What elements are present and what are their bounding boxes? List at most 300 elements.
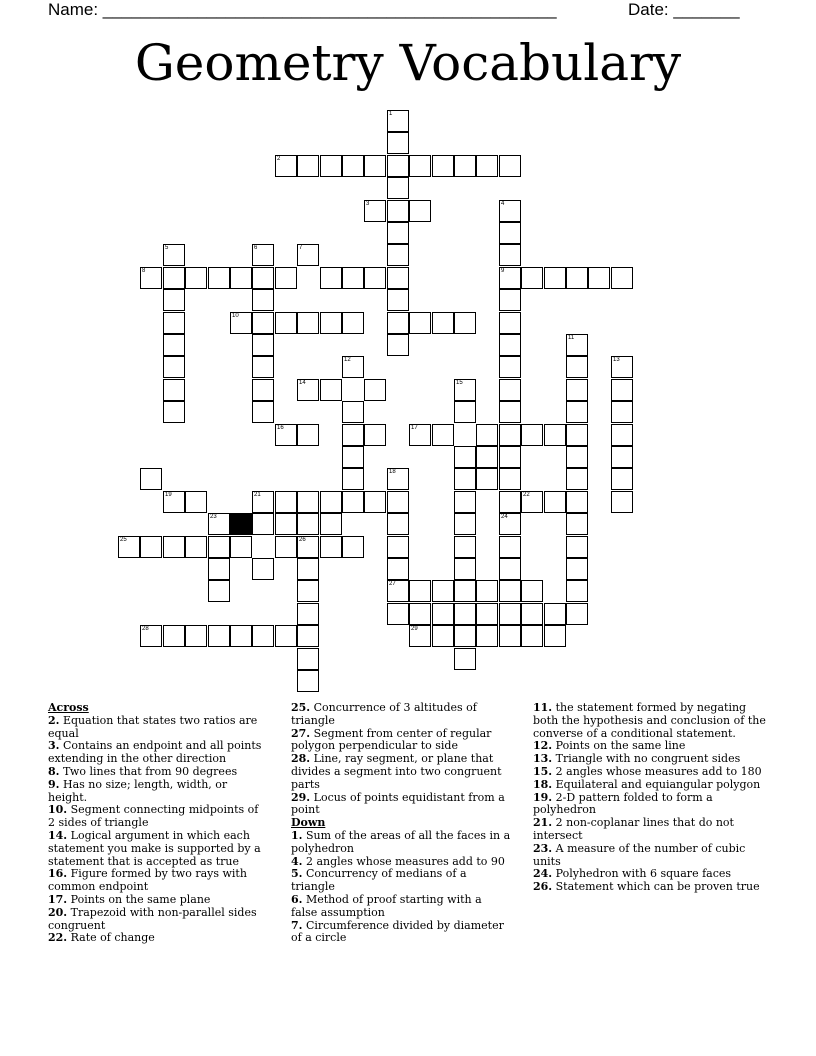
crossword-cell[interactable] (364, 155, 386, 177)
crossword-cell[interactable] (476, 155, 498, 177)
clue-number-label: 7. (291, 918, 303, 932)
clue-text: 2 angles whose measures add to 180 (552, 764, 762, 778)
crossword-cell[interactable] (230, 536, 252, 558)
crossword-cell[interactable] (320, 379, 342, 401)
crossword-cell[interactable] (185, 267, 207, 289)
clue (48, 715, 266, 741)
crossword-cell[interactable] (342, 356, 364, 378)
crossword-cell[interactable] (566, 446, 588, 468)
clue-heading: Down (291, 816, 326, 830)
clue-number-label: 16. (48, 867, 68, 881)
crossword-cell[interactable] (566, 379, 588, 401)
crossword-cell[interactable] (387, 513, 409, 535)
clue-text: A measure of the number of cubic units (533, 841, 746, 868)
crossword-cell[interactable] (454, 401, 476, 423)
crossword-cell[interactable] (499, 580, 521, 602)
crossword-cell[interactable] (297, 424, 319, 446)
crossword-cell[interactable] (566, 267, 588, 289)
clue-text: Locus of points equidistant from a point (291, 790, 505, 817)
crossword-cell[interactable] (409, 424, 431, 446)
crossword-cell[interactable] (544, 625, 566, 647)
crossword-cell[interactable] (409, 312, 431, 334)
crossword-cell[interactable] (499, 244, 521, 266)
crossword-cell[interactable] (320, 536, 342, 558)
clue-text: Segment connecting midpoints of 2 sides of triangle (48, 803, 259, 830)
crossword-cell[interactable] (499, 446, 521, 468)
clue-number: 7 (299, 245, 303, 251)
crossword-cell[interactable] (387, 110, 409, 132)
crossword-cell[interactable] (320, 491, 342, 513)
clue (48, 907, 266, 933)
crossword-cell[interactable] (387, 155, 409, 177)
crossword-cell[interactable] (499, 379, 521, 401)
crossword-cell[interactable] (252, 558, 274, 580)
clue-number-label: 1. (291, 828, 303, 842)
crossword-cell[interactable] (320, 155, 342, 177)
crossword-cell[interactable] (163, 267, 185, 289)
crossword-cell[interactable] (163, 536, 185, 558)
crossword-cell[interactable] (566, 424, 588, 446)
crossword-cell[interactable] (499, 356, 521, 378)
crossword-cell[interactable] (163, 491, 185, 513)
crossword-cell[interactable] (566, 491, 588, 513)
clue-text: 2-D pattern folded to form a polyhedron (533, 790, 713, 817)
crossword-cell[interactable] (208, 558, 230, 580)
crossword-cell[interactable] (252, 379, 274, 401)
crossword-cell[interactable] (342, 424, 364, 446)
crossword-cell[interactable] (409, 155, 431, 177)
clue-number: 21 (254, 492, 261, 498)
clue-number: 13 (613, 357, 620, 363)
clue-number: 1 (389, 111, 393, 117)
crossword-cell[interactable] (275, 267, 297, 289)
crossword-cell[interactable] (409, 625, 431, 647)
crossword-cell[interactable] (454, 648, 476, 670)
clue-number-label: 17. (48, 892, 68, 906)
crossword-cell[interactable] (499, 513, 521, 535)
clue-number: 25 (120, 537, 127, 543)
crossword-cell[interactable] (566, 468, 588, 490)
clue (291, 702, 511, 728)
crossword-cell[interactable] (163, 334, 185, 356)
clue-number: 24 (501, 514, 508, 520)
crossword-cell[interactable] (409, 580, 431, 602)
crossword-cell[interactable] (163, 312, 185, 334)
crossword-cell[interactable] (140, 468, 162, 490)
clues-column-1 (48, 702, 266, 945)
clue-number-label: 3. (48, 739, 60, 753)
clue-number-label: 28. (291, 752, 311, 766)
crossword-cell[interactable] (297, 625, 319, 647)
crossword-cell[interactable] (476, 446, 498, 468)
crossword-cell[interactable] (476, 424, 498, 446)
crossword-cell[interactable] (476, 625, 498, 647)
crossword-cell[interactable] (521, 267, 543, 289)
crossword-cell[interactable] (611, 379, 633, 401)
crossword-cell[interactable] (387, 536, 409, 558)
clue-text: Has no size; length, width, or height. (48, 777, 228, 804)
crossword-cell[interactable] (364, 379, 386, 401)
clue-number-label: 2. (48, 713, 60, 727)
crossword-cell[interactable] (499, 155, 521, 177)
crossword-cell[interactable] (611, 401, 633, 423)
crossword-cell[interactable] (454, 155, 476, 177)
clue (48, 779, 266, 805)
crossword-cell[interactable] (454, 491, 476, 513)
clue-number-label: 4. (291, 854, 303, 868)
crossword-cell[interactable] (499, 401, 521, 423)
crossword-cell[interactable] (499, 491, 521, 513)
clue (48, 830, 266, 868)
crossword-cell[interactable] (252, 401, 274, 423)
crossword-cell[interactable] (387, 200, 409, 222)
clue (533, 792, 769, 818)
clue-text: Concurrence of 3 altitudes of triangle (291, 701, 477, 727)
clue-number: 12 (344, 357, 351, 363)
clue-text: Polyhedron with 6 square faces (552, 867, 732, 881)
crossword-cell[interactable] (454, 312, 476, 334)
crossword-cell[interactable] (275, 536, 297, 558)
crossword-cell[interactable] (275, 155, 297, 177)
crossword-cell[interactable] (140, 267, 162, 289)
crossword-cell[interactable] (454, 558, 476, 580)
crossword-cell[interactable] (342, 446, 364, 468)
crossword-cell[interactable] (118, 536, 140, 558)
crossword-cell[interactable] (387, 267, 409, 289)
clue-number-label: 23. (533, 841, 553, 855)
clue-number-label: 11. (533, 701, 553, 714)
black-cell (230, 513, 252, 535)
clue-number: 16 (277, 425, 284, 431)
clue-text: Sum of the areas of all the faces in a polyhedron (291, 828, 511, 855)
crossword-cell[interactable] (297, 379, 319, 401)
crossword-cell[interactable] (297, 155, 319, 177)
crossword-cell[interactable] (611, 491, 633, 513)
crossword-cell[interactable] (566, 401, 588, 423)
crossword-cell[interactable] (320, 267, 342, 289)
clue-number-label: 10. (48, 803, 68, 817)
crossword-cell[interactable] (364, 424, 386, 446)
crossword-cell[interactable] (566, 580, 588, 602)
clue-number-label: 8. (48, 764, 60, 778)
crossword-cell[interactable] (387, 334, 409, 356)
clue (291, 894, 511, 920)
crossword-cell[interactable] (566, 536, 588, 558)
crossword-cell[interactable] (275, 424, 297, 446)
crossword-cell[interactable] (208, 580, 230, 602)
crossword-cell[interactable] (387, 289, 409, 311)
crossword-cell[interactable] (185, 536, 207, 558)
clue-number: 6 (254, 245, 258, 251)
crossword-cell[interactable] (521, 424, 543, 446)
crossword-cell[interactable] (140, 536, 162, 558)
crossword-cell[interactable] (275, 491, 297, 513)
clue-number: 29 (411, 626, 418, 632)
clue-number: 23 (210, 514, 217, 520)
clue-number-label: 6. (291, 892, 303, 906)
clue-number: 26 (299, 537, 306, 543)
crossword-cell[interactable] (499, 536, 521, 558)
clues-column-3 (533, 702, 769, 894)
crossword-cell[interactable] (521, 580, 543, 602)
crossword-cell[interactable] (611, 267, 633, 289)
crossword-cell[interactable] (297, 513, 319, 535)
clue-text: the statement formed by negating both the hypothesis and conclusion of the converse of a conditional statement. (533, 701, 766, 740)
crossword-cell[interactable] (454, 603, 476, 625)
clue-number-label: 24. (533, 867, 553, 881)
crossword-cell[interactable] (432, 625, 454, 647)
clue-text: Points on the same plane (67, 892, 211, 906)
crossword-cell[interactable] (387, 244, 409, 266)
clue (291, 920, 511, 946)
clue-number: 5 (165, 245, 169, 251)
crossword-cell[interactable] (454, 513, 476, 535)
clue (291, 868, 511, 894)
clue-text: Triangle with no congruent sides (552, 752, 741, 766)
crossword-cell[interactable] (208, 267, 230, 289)
crossword-cell[interactable] (432, 424, 454, 446)
clue (48, 740, 266, 766)
crossword-cell[interactable] (544, 424, 566, 446)
crossword-cell[interactable] (611, 424, 633, 446)
crossword-cell[interactable] (275, 625, 297, 647)
clue-text: Line, ray segment, or plane that divides a segment into two congruent parts (291, 752, 502, 791)
crossword-cell[interactable] (163, 244, 185, 266)
crossword-cell[interactable] (230, 267, 252, 289)
clue-text: Two lines that from 90 degrees (59, 764, 238, 778)
crossword-cell[interactable] (252, 334, 274, 356)
clue-number: 28 (142, 626, 149, 632)
clue-number-label: 26. (533, 880, 553, 894)
crossword-cell[interactable] (387, 222, 409, 244)
crossword-cell[interactable] (185, 491, 207, 513)
crossword-cell[interactable] (387, 312, 409, 334)
crossword-cell[interactable] (342, 491, 364, 513)
crossword-cell[interactable] (297, 670, 319, 692)
crossword-cell[interactable] (387, 558, 409, 580)
crossword-cell[interactable] (364, 200, 386, 222)
crossword-cell[interactable] (208, 513, 230, 535)
crossword-cell[interactable] (387, 580, 409, 602)
clue-text: Equation that states two ratios are equal (48, 713, 258, 740)
crossword-cell[interactable] (342, 155, 364, 177)
crossword-cell[interactable] (208, 536, 230, 558)
crossword-cell[interactable] (476, 580, 498, 602)
crossword-cell[interactable] (342, 536, 364, 558)
crossword-cell[interactable] (566, 513, 588, 535)
clue (291, 792, 511, 818)
clue (48, 804, 266, 830)
clue-heading: Across (48, 701, 89, 714)
crossword-cell[interactable] (409, 603, 431, 625)
crossword-cell[interactable] (252, 289, 274, 311)
crossword-cell[interactable] (476, 603, 498, 625)
crossword-cell[interactable] (163, 289, 185, 311)
crossword-cell[interactable] (544, 267, 566, 289)
crossword-cell[interactable] (320, 312, 342, 334)
page-title: Geometry Vocabulary (134, 34, 682, 92)
crossword-cell[interactable] (387, 132, 409, 154)
crossword-cell[interactable] (297, 648, 319, 670)
clue-text: Method of proof starting with a false assumption (291, 892, 482, 919)
crossword-cell[interactable] (364, 267, 386, 289)
clue-number-label: 12. (533, 739, 553, 753)
clue-number-label: 29. (291, 790, 311, 804)
crossword-cell[interactable] (230, 625, 252, 647)
crossword-cell[interactable] (432, 312, 454, 334)
crossword-cell[interactable] (432, 580, 454, 602)
crossword-cell[interactable] (252, 625, 274, 647)
crossword-cell[interactable] (342, 468, 364, 490)
clue (48, 868, 266, 894)
crossword-cell[interactable] (163, 356, 185, 378)
crossword-cell[interactable] (297, 536, 319, 558)
clue-number: 18 (389, 469, 396, 475)
crossword-cell[interactable] (230, 312, 252, 334)
clue-number-label: 19. (533, 790, 553, 804)
clue-number-label: 25. (291, 701, 311, 714)
crossword-cell[interactable] (252, 312, 274, 334)
clue (533, 843, 769, 869)
clue-text: Equilateral and equiangular polygon (552, 777, 761, 791)
crossword-cell[interactable] (342, 267, 364, 289)
clue-number-label: 13. (533, 752, 553, 766)
clue-number-label: 22. (48, 931, 68, 945)
crossword-cell[interactable] (499, 267, 521, 289)
crossword-cell[interactable] (499, 468, 521, 490)
crossword-cell[interactable] (163, 625, 185, 647)
crossword-cell[interactable] (364, 491, 386, 513)
crossword-cell[interactable] (252, 356, 274, 378)
crossword-cell[interactable] (342, 401, 364, 423)
crossword-cell[interactable] (252, 267, 274, 289)
name-field[interactable]: Name: ________________________________________________ (48, 0, 557, 19)
crossword-cell[interactable] (252, 513, 274, 535)
crossword-cell[interactable] (297, 558, 319, 580)
crossword-cell[interactable] (342, 312, 364, 334)
crossword-cell[interactable] (275, 312, 297, 334)
crossword-cell[interactable] (521, 491, 543, 513)
clue-number-label: 9. (48, 777, 60, 791)
crossword-cell[interactable] (499, 625, 521, 647)
crossword-cell[interactable] (432, 603, 454, 625)
crossword-cell[interactable] (252, 244, 274, 266)
crossword-cell[interactable] (476, 468, 498, 490)
crossword-cell[interactable] (454, 580, 476, 602)
clue-text: Circumference divided by diameter of a circle (291, 918, 504, 945)
crossword-cell[interactable] (499, 200, 521, 222)
crossword-cell[interactable] (409, 200, 431, 222)
crossword-cell[interactable] (454, 468, 476, 490)
crossword-cell[interactable] (566, 558, 588, 580)
clue-number: 9 (501, 268, 505, 274)
clue-text: Points on the same line (552, 739, 686, 753)
crossword-cell[interactable] (208, 625, 230, 647)
clue-text: 2 angles whose measures add to 90 (302, 854, 505, 868)
crossword-cell[interactable] (611, 356, 633, 378)
crossword-cell[interactable] (566, 356, 588, 378)
crossword-cell[interactable] (252, 491, 274, 513)
clue-text: Concurrency of medians of a triangle (291, 867, 467, 894)
crossword-cell[interactable] (588, 267, 610, 289)
clue-number: 27 (389, 581, 396, 587)
crossword-cell[interactable] (499, 222, 521, 244)
date-field[interactable]: Date: _______ (628, 0, 740, 19)
clue-text: Statement which can be proven true (552, 880, 760, 894)
clue (533, 881, 769, 894)
crossword-cell[interactable] (454, 625, 476, 647)
crossword-cell[interactable] (387, 468, 409, 490)
crossword-cell[interactable] (566, 334, 588, 356)
crossword-cell[interactable] (499, 334, 521, 356)
crossword-cell[interactable] (566, 603, 588, 625)
crossword-cell[interactable] (611, 468, 633, 490)
clue (291, 753, 511, 791)
crossword-cell[interactable] (544, 603, 566, 625)
clue-text: Segment from center of regular polygon perpendicular to side (291, 726, 492, 753)
clue-number-label: 18. (533, 777, 553, 791)
clue-number-label: 20. (48, 905, 68, 919)
crossword-cell[interactable] (521, 603, 543, 625)
crossword-cell[interactable] (454, 536, 476, 558)
crossword-cell[interactable] (387, 177, 409, 199)
clue-number: 8 (142, 268, 146, 274)
clue (48, 932, 266, 945)
crossword-cell[interactable] (320, 513, 342, 535)
crossword-cell[interactable] (499, 424, 521, 446)
clue-number-label: 27. (291, 726, 311, 740)
clue-number: 19 (165, 492, 172, 498)
crossword-cell[interactable] (297, 244, 319, 266)
crossword-cell[interactable] (387, 603, 409, 625)
clue-text: Rate of change (67, 931, 155, 945)
crossword-cell[interactable] (454, 379, 476, 401)
clue-number: 22 (523, 492, 530, 498)
clue-number: 10 (232, 313, 239, 319)
crossword-cell[interactable] (297, 580, 319, 602)
crossword-cell[interactable] (297, 491, 319, 513)
crossword-cell[interactable] (454, 446, 476, 468)
clue-text: 2 non-coplanar lines that do not intersect (533, 816, 734, 842)
crossword-cell[interactable] (499, 603, 521, 625)
crossword-cell[interactable] (521, 625, 543, 647)
clue-number-label: 15. (533, 764, 553, 778)
crossword-cell[interactable] (163, 401, 185, 423)
crossword-cell[interactable] (432, 155, 454, 177)
clue-text: Contains an endpoint and all points extending in the other direction (48, 739, 262, 766)
clue-number-label: 21. (533, 816, 553, 830)
clue-number: 2 (277, 156, 281, 162)
clue-number: 15 (456, 380, 463, 386)
crossword-cell[interactable] (297, 312, 319, 334)
crossword-cell[interactable] (140, 625, 162, 647)
crossword-cell[interactable] (499, 558, 521, 580)
crossword-cell[interactable] (163, 379, 185, 401)
crossword-cell[interactable] (499, 289, 521, 311)
crossword-cell[interactable] (611, 446, 633, 468)
crossword-cell[interactable] (185, 625, 207, 647)
crossword-cell[interactable] (275, 513, 297, 535)
clue-number-label: 14. (48, 828, 68, 842)
clue-text: Figure formed by two rays with common endpoint (48, 867, 247, 894)
crossword-cell[interactable] (387, 491, 409, 513)
crossword-cell[interactable] (499, 312, 521, 334)
clue-number: 11 (568, 335, 575, 341)
clue-number-label: 5. (291, 867, 303, 881)
crossword-cell[interactable] (544, 491, 566, 513)
clue (533, 702, 769, 740)
crossword-cell[interactable] (297, 603, 319, 625)
